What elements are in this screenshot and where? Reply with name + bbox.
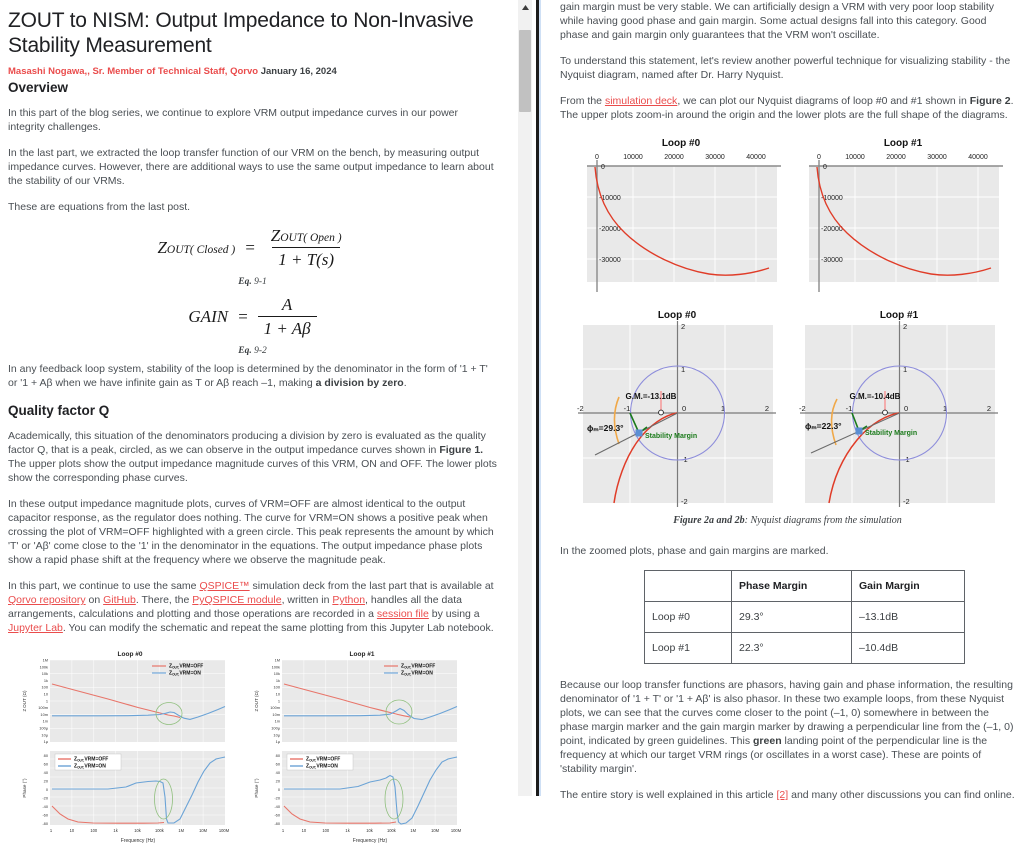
- link-qspice[interactable]: QSPICE™: [199, 580, 250, 592]
- eq2-numerator: A: [281, 295, 293, 314]
- svg-text:10k: 10k: [366, 828, 373, 833]
- table-header-phase-margin: Phase Margin: [732, 571, 852, 602]
- eq1-fraction: [265, 226, 348, 270]
- svg-text:-30000: -30000: [598, 257, 621, 264]
- svg-text:30000: 30000: [704, 154, 725, 161]
- heading-quality-factor: Quality factor Q: [8, 403, 110, 418]
- heading-overview: Overview: [8, 80, 69, 95]
- stability-margin-label-loop0: Stability Margin: [644, 433, 697, 440]
- svg-text:-2: -2: [798, 404, 806, 413]
- svg-text:ZOUT,VRM=ON: $Z_{OUT,}VRM=ON$: [306, 763, 338, 770]
- svg-text:100µ: 100µ: [271, 725, 280, 731]
- figure-1: [8, 647, 478, 847]
- svg-text:-40: -40: [42, 804, 48, 809]
- svg-text:60: 60: [275, 761, 280, 767]
- paragraph-2: In the last part, we extracted the loop transfer function of our VRM on the bench, by measuring output impedance curves. However, there are additional ways to use the same output impedance to learn about the stability of our VRMs.: [8, 147, 494, 187]
- stability-margin-point-loop1: [855, 428, 862, 435]
- cell-loop-name: Loop #0: [645, 602, 732, 633]
- svg-text:30000: 30000: [926, 154, 947, 161]
- svg-text:1m: 1m: [274, 718, 280, 724]
- author-name: Masashi Nogawa,, Sr. Member of Technical Staff, Qorvo: [8, 66, 259, 77]
- publish-date: January 16, 2024: [260, 66, 337, 77]
- svg-text:100m: 100m: [38, 705, 48, 711]
- paragraph-6: In these output impedance magnitude plots, curves of VRM=OFF are almost identical to the output capacitor response, as the regulator does nothing. The curve for VRM=ON shows a positive peak when crossing the plot of VRM=OFF highlighted with a green circle. This peak represents the amount by which 'T' or 'Aβ' come close to the '1' in the denominator in the equations. The output impedance phase plots show a rapid phase shift at the frequency where we observe the magnitude peak.: [8, 498, 494, 566]
- stability-margin-point-loop0: [635, 430, 642, 437]
- eq2-lhs: GAIN: [188, 307, 229, 326]
- phase-margin-label-loop0: ϕₘ=29.3°: [586, 423, 624, 433]
- svg-text:10000: 10000: [622, 154, 643, 161]
- svg-text:ZOUT,VRM=ON: $Z_{OUT,}VRM=ON$: [169, 670, 201, 677]
- figure-2-caption: Figure 2a and 2b: Nyquist diagrams from the simulation: [673, 515, 902, 526]
- table-row: [645, 633, 965, 664]
- figure-2a: [560, 134, 1015, 299]
- svg-text:2: 2: [680, 322, 685, 331]
- byline: [8, 66, 497, 78]
- chart-nyquist-full-loop1: [795, 134, 1003, 299]
- nyquist-full-xticks-loop1: [817, 154, 988, 161]
- gain-margin-label-loop0: G.M.=-13.1dB: [625, 392, 676, 401]
- svg-text:100M: 100M: [450, 828, 462, 833]
- link-python[interactable]: Python: [332, 594, 366, 606]
- xaxis-label-loop0: Frequency (Hz): [120, 838, 156, 844]
- column-divider-highlight: [539, 0, 541, 796]
- table-row: [645, 602, 965, 633]
- margin-table: [644, 570, 965, 664]
- link-reference-2[interactable]: [2]: [776, 789, 789, 801]
- link-jupyter-lab[interactable]: Jupyter Lab: [8, 622, 63, 634]
- scroll-up-arrow-icon[interactable]: [518, 0, 532, 14]
- eq1-lhs: ZOUT( Closed ): [157, 238, 236, 257]
- svg-text:100m: 100m: [270, 705, 280, 711]
- svg-text:-1: -1: [845, 404, 852, 413]
- yaxis-label-magnitude-loop0: Z OUT (Ω): [22, 690, 27, 712]
- yaxis-label-magnitude-loop1: Z OUT (Ω): [254, 690, 259, 712]
- eq2-fraction: [258, 295, 317, 339]
- cell-gain-margin: –10.4dB: [852, 633, 965, 664]
- svg-text:-1: -1: [623, 404, 630, 413]
- svg-text:-20: -20: [42, 795, 48, 801]
- svg-text:10000: 10000: [844, 154, 865, 161]
- paragraph-3: These are equations from the last post.: [8, 201, 191, 213]
- svg-text:-10000: -10000: [820, 195, 843, 202]
- svg-text:100M: 100M: [218, 828, 230, 833]
- svg-text:ZOUT,VRM=ON: $Z_{OUT,}VRM=ON$: [401, 670, 433, 677]
- svg-text:100: 100: [273, 684, 280, 690]
- svg-text:60: 60: [43, 761, 48, 767]
- svg-text:1M: 1M: [274, 657, 280, 663]
- legend-phase-loop1: [287, 754, 353, 770]
- svg-text:1k: 1k: [275, 677, 280, 683]
- link-qorvo-repository[interactable]: Qorvo repository: [8, 594, 86, 606]
- svg-text:1: 1: [281, 828, 285, 833]
- paragraph-1: In this part of the blog series, we continue to explore VRM output impedance curves in our power integrity challenges.: [8, 107, 458, 133]
- svg-text:1m: 1m: [42, 718, 48, 724]
- svg-text:10k: 10k: [41, 671, 48, 677]
- svg-text:1: 1: [277, 698, 280, 704]
- chart-bode-loop0: [8, 647, 236, 847]
- scrollbar-thumb[interactable]: [519, 30, 531, 112]
- svg-text:-2: -2: [680, 497, 688, 506]
- yaxis-ticks-magnitude-loop1: [270, 658, 281, 745]
- svg-text:10µ: 10µ: [273, 732, 280, 738]
- svg-text:10: 10: [275, 691, 280, 697]
- svg-text:100: 100: [322, 828, 330, 833]
- svg-text:1k: 1k: [43, 677, 48, 683]
- svg-text:-20000: -20000: [598, 226, 621, 233]
- svg-text:80: 80: [43, 753, 48, 758]
- nyquist-full-xticks-loop0: [595, 154, 766, 161]
- svg-text:0: 0: [816, 154, 821, 161]
- chart-nyquist-zoom-loop0: [573, 307, 781, 507]
- svg-text:100µ: 100µ: [39, 725, 48, 731]
- paragraph-7: In this part, we continue to use the same QSPICE™ simulation deck from the last part that is available at Qorvo repository on GitHub. There, the PyQSPICE module, written in Python, handles all the data arrangements, calculations and plotting and those operations are recorded in a session file by using a Jupyter Lab. You can modify the schematic and repeat the same plotting from this Jupyter Lab notebook.: [8, 580, 494, 634]
- right-paragraph-6: The entire story is well explained in this article [2] and many other discussions you can find online.: [560, 789, 1015, 801]
- right-column: [548, 0, 1023, 801]
- eq2-caption: Eq. 9-2: [238, 346, 267, 356]
- svg-text:20000: 20000: [885, 154, 906, 161]
- svg-text:100: 100: [41, 684, 48, 690]
- svg-text:10M: 10M: [431, 828, 440, 833]
- svg-text:1M: 1M: [178, 828, 185, 833]
- svg-text:0: 0: [822, 164, 827, 171]
- svg-text:10M: 10M: [199, 828, 208, 833]
- svg-text:2: 2: [764, 404, 769, 413]
- svg-text:1M: 1M: [42, 657, 48, 663]
- svg-text:1: 1: [942, 404, 947, 413]
- yaxis-label-phase-loop1: Phase (°): [254, 778, 259, 798]
- paragraph-5: Academically, this situation of the denominators producing a division by zero is evaluated as the quality factor Q, that is a peak, circled, as we can observe in the output impedance curves shown in Figure 1. The upper plots show the output impedance magnitude curves of this VRM, ON and OFF. The lower plots show the corresponding phase curves.: [8, 430, 497, 484]
- svg-text:1µ: 1µ: [43, 739, 48, 745]
- svg-text:0: 0: [600, 164, 605, 171]
- legend-phase-loop0: [55, 754, 121, 770]
- eq1-denominator: 1 + T(s): [272, 247, 340, 270]
- table-header-gain-margin: Gain Margin: [852, 571, 965, 602]
- right-paragraph-5: Because our loop transfer functions are phasors, having gain and phase information, the resulting denominator of '1 + T' or '1 + Aβ' is also phasor. In these two example loops, from these Nyquist plots, we can see that the curves come closer to the point (–1, 0) somewhere in between the phase margin marker and the gain margin marker by drawing a perpendicular line from the (–1, 0) point, indicated by green guidelines. This green landing point of the perpendicular line is the frequency at which our target VRM rings (or oscillates in a worst case). These are points of 'stability margin'.: [560, 679, 1014, 775]
- svg-text:20: 20: [275, 778, 280, 784]
- link-session-file[interactable]: session file: [376, 608, 429, 620]
- svg-text:20000: 20000: [663, 154, 684, 161]
- svg-text:10: 10: [43, 691, 48, 697]
- cell-phase-margin: 29.3°: [732, 602, 852, 633]
- page-title: ZOUT to NISM: Output Impedance to Non-Invasive Stability Measurement: [8, 9, 474, 57]
- svg-text:40: 40: [275, 770, 280, 775]
- right-paragraph-4: In the zoomed plots, phase and gain margins are marked.: [560, 545, 829, 557]
- svg-text:40: 40: [43, 770, 48, 775]
- cell-phase-margin: 22.3°: [732, 633, 852, 664]
- svg-text:100k: 100k: [271, 664, 280, 670]
- eq1-caption: Eq. 9-1: [238, 277, 267, 287]
- cell-loop-name: Loop #1: [645, 633, 732, 664]
- eq2-denominator: 1 + Aβ: [258, 316, 317, 339]
- equation-9-2: [8, 295, 497, 356]
- svg-text:-40: -40: [274, 804, 280, 809]
- svg-text:1k: 1k: [113, 828, 118, 833]
- svg-text:10m: 10m: [40, 711, 48, 717]
- svg-text:ZOUT,VRM=OFF: $Z_{OUT,}VRM=OFF$: [169, 663, 204, 670]
- svg-text:-2: -2: [576, 404, 584, 413]
- chart-title-loop1: Loop #1: [349, 651, 375, 658]
- svg-text:1M: 1M: [410, 828, 417, 833]
- svg-text:0: 0: [277, 787, 280, 792]
- xaxis-ticks-loop0: [50, 828, 230, 833]
- svg-text:-10000: -10000: [598, 195, 621, 202]
- stability-margin-label-loop1: Stability Margin: [864, 430, 917, 437]
- link-simulation-deck[interactable]: simulation deck: [604, 95, 678, 107]
- svg-text:10: 10: [69, 828, 75, 833]
- svg-text:0: 0: [681, 404, 686, 413]
- link-github[interactable]: GitHub: [103, 594, 136, 606]
- left-column: [0, 0, 505, 844]
- chart-bode-loop1: [240, 647, 468, 847]
- svg-text:-80: -80: [274, 821, 280, 826]
- scrollbar-track[interactable]: [518, 0, 532, 796]
- nyquist-zoom-title-loop1: Loop #1: [879, 310, 918, 321]
- svg-text:80: 80: [275, 753, 280, 758]
- svg-text:10k: 10k: [273, 671, 280, 677]
- svg-text:-2: -2: [902, 497, 910, 506]
- xaxis-ticks-loop1: [282, 828, 462, 833]
- yaxis-label-phase-loop0: Phase (°): [22, 778, 27, 798]
- svg-text:1µ: 1µ: [275, 739, 280, 745]
- svg-text:1: 1: [902, 365, 907, 374]
- svg-text:ZOUT,VRM=OFF: $Z_{OUT,}VRM=OFF$: [401, 663, 436, 670]
- equation-9-1: [8, 226, 497, 287]
- svg-text:20: 20: [43, 778, 48, 784]
- svg-text:10µ: 10µ: [41, 732, 48, 738]
- eq2-equals: =: [237, 307, 249, 326]
- gain-margin-point-loop1: [882, 410, 887, 415]
- svg-text:ZOUT,VRM=ON: $Z_{OUT,}VRM=ON$: [74, 763, 106, 770]
- chart-nyquist-zoom-loop1: [795, 307, 1003, 507]
- svg-text:10m: 10m: [272, 711, 280, 717]
- chart-title-loop0: Loop #0: [117, 651, 143, 658]
- eq1-equals: =: [244, 238, 256, 257]
- svg-text:2: 2: [986, 404, 991, 413]
- link-pyqspice-module[interactable]: PyQSPICE module: [192, 594, 282, 606]
- table-header-row: [645, 571, 965, 602]
- svg-text:-20: -20: [274, 795, 280, 801]
- eq1-numerator: ZOUT( Open ): [270, 226, 342, 245]
- paragraph-4: In any feedback loop system, stability of the loop is determined by the denominator in the form of '1 + T' or '1 + Aβ when we have infinite gain as T or Aβ reach –1, making a division by zero.: [8, 363, 488, 389]
- gain-margin-label-loop1: G.M.=-10.4dB: [849, 392, 900, 401]
- yaxis-ticks-phase-loop1: [274, 753, 280, 826]
- svg-text:10: 10: [301, 828, 307, 833]
- svg-text:1: 1: [720, 404, 725, 413]
- yaxis-ticks-magnitude-loop0: [38, 658, 49, 745]
- chart-nyquist-full-loop0: [573, 134, 781, 299]
- gain-margin-point-loop0: [658, 410, 663, 415]
- svg-text:1: 1: [45, 698, 48, 704]
- right-paragraph-1: gain margin must be very stable. We can artificially design a VRM with very poor loop stability while having good phase and gain margin. Some actual designs fall into this category. Good phase and gain margin only guarantees that the VRM won't oscillate.: [560, 1, 994, 41]
- svg-text:-30000: -30000: [820, 257, 843, 264]
- phase-margin-label-loop1: ϕₘ=22.3°: [804, 421, 842, 431]
- svg-text:100k: 100k: [386, 828, 396, 833]
- svg-text:100: 100: [90, 828, 98, 833]
- svg-text:-60: -60: [274, 812, 280, 818]
- svg-text:0: 0: [903, 404, 908, 413]
- xaxis-label-loop1: Frequency (Hz): [352, 838, 388, 844]
- svg-text:100k: 100k: [154, 828, 164, 833]
- cell-gain-margin: –13.1dB: [852, 602, 965, 633]
- svg-text:-1: -1: [680, 455, 688, 464]
- yaxis-ticks-phase-loop0: [42, 753, 48, 826]
- table-header-blank: [645, 571, 732, 602]
- svg-text:1: 1: [680, 365, 685, 374]
- svg-text:-20000: -20000: [820, 226, 843, 233]
- svg-text:40000: 40000: [967, 154, 988, 161]
- svg-text:1: 1: [49, 828, 53, 833]
- figure-2b: [560, 307, 1015, 507]
- svg-text:ZOUT,VRM=OFF: $Z_{OUT,}VRM=OFF$: [306, 756, 341, 763]
- svg-text:-60: -60: [42, 812, 48, 818]
- right-paragraph-2: To understand this statement, let's review another powerful technique for visualizing stability - the Nyquist diagram, named after Dr. Harry Nyquist.: [560, 55, 1011, 81]
- right-paragraph-3: From the simulation deck, we can plot our Nyquist diagrams of loop #0 and #1 shown in Figure 2. The upper plots zoom-in around the origin and the lower plots are the full shape of the diagrams.: [560, 95, 1014, 121]
- svg-text:2: 2: [902, 322, 907, 331]
- svg-text:100k: 100k: [39, 664, 48, 670]
- svg-text:40000: 40000: [745, 154, 766, 161]
- nyquist-zoom-title-loop0: Loop #0: [657, 310, 696, 321]
- svg-text:ZOUT,VRM=OFF: $Z_{OUT,}VRM=OFF$: [74, 756, 109, 763]
- nyquist-full-title-loop0: Loop #0: [661, 138, 700, 149]
- svg-text:0: 0: [594, 154, 599, 161]
- svg-text:1k: 1k: [345, 828, 350, 833]
- nyquist-full-title-loop1: Loop #1: [883, 138, 922, 149]
- svg-text:10k: 10k: [134, 828, 141, 833]
- scrollbar-gutter: [506, 0, 538, 796]
- svg-text:-1: -1: [902, 455, 910, 464]
- svg-text:0: 0: [45, 787, 48, 792]
- svg-text:-80: -80: [42, 821, 48, 826]
